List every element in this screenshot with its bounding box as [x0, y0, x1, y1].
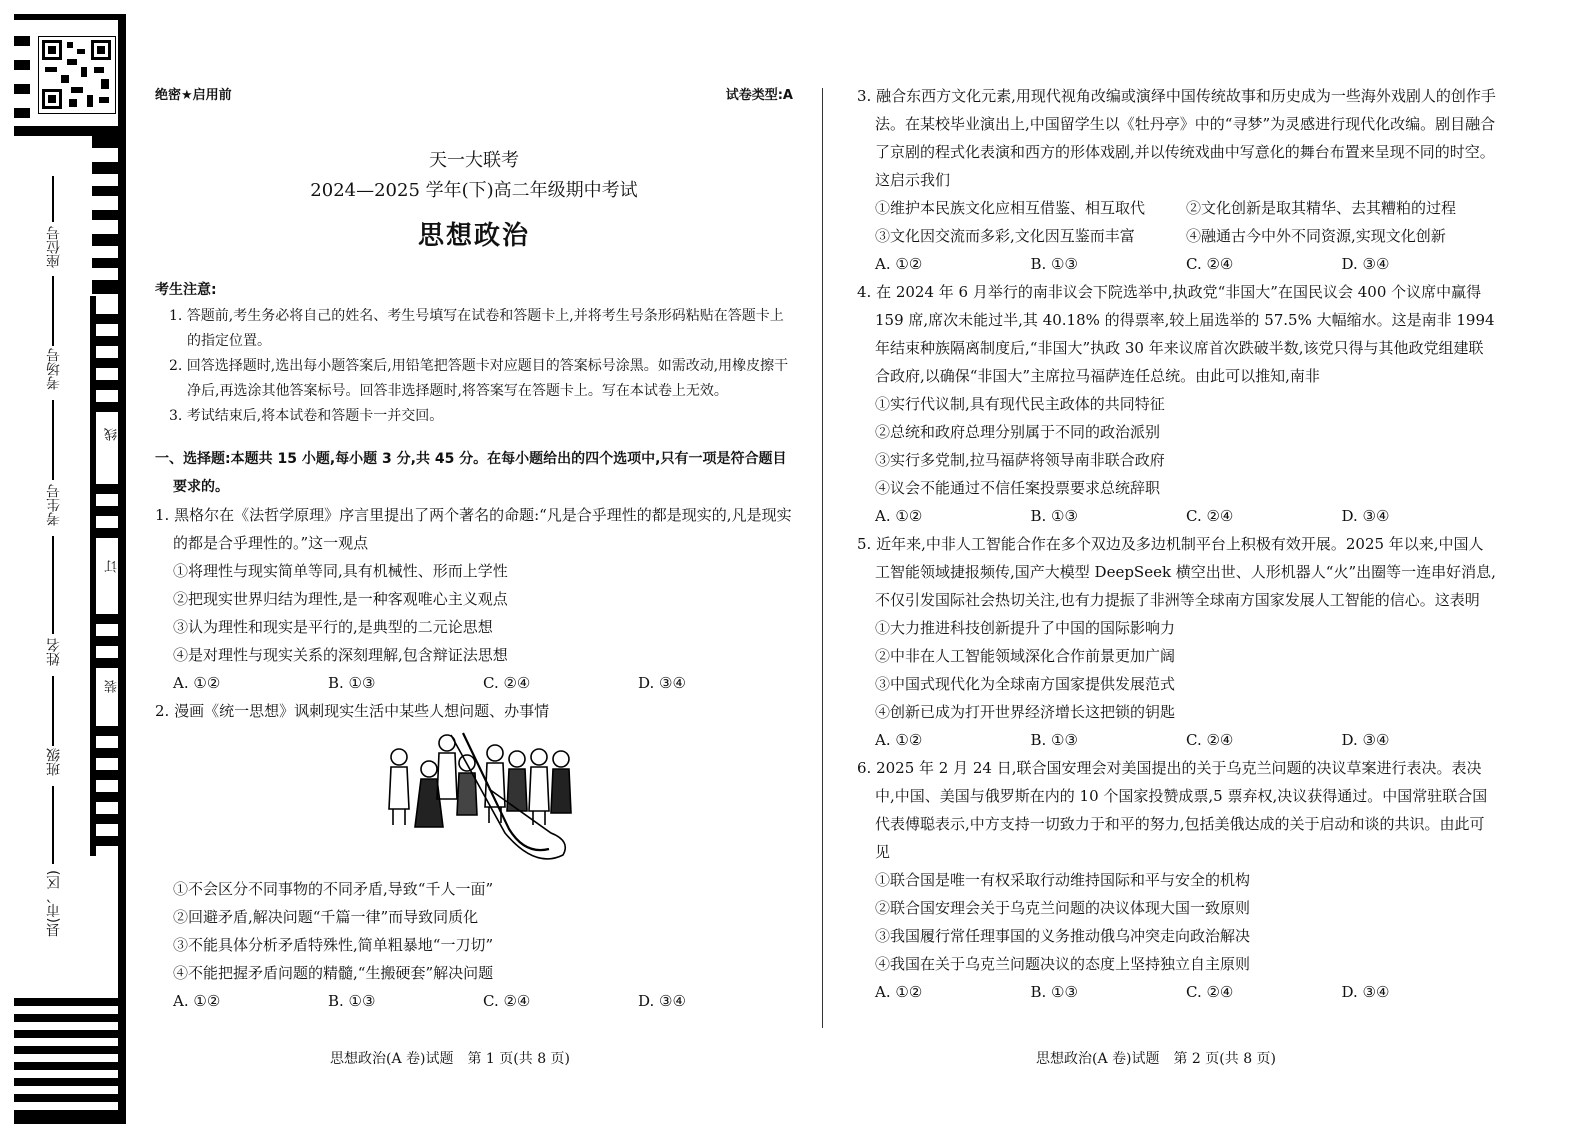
- question-6-option: ③我国履行常任理事国的义务推动俄乌冲突走向政治解决: [875, 927, 1251, 945]
- question-1-choices: [155, 669, 793, 697]
- question-1-option: ④是对理性与现实关系的深刻理解,包含辩证法思想: [173, 646, 508, 664]
- question-3-option: ①维护本民族文化应相互借鉴、相互取代: [875, 199, 1146, 217]
- choice-b: B. ①③: [328, 674, 376, 692]
- choice-b: B. ①③: [1030, 731, 1078, 749]
- choice-a: A. ①②: [875, 983, 923, 1001]
- section-heading: 一、选择题:本题共 15 小题,每小题 3 分,共 45 分。在每小题给出的四个选项中,只有一项是符合题目要求的。: [155, 451, 787, 495]
- question-5-stem: 5. 近年来,中非人工智能合作在多个双边及多边机制平台上积极有效开展。2025 年以来,中国人工智能领域捷报频传,国产大模型 DeepSeek 横空出世、人形机器人“火”出圈等一连串好消息,不仅引发国际社会热切关注,也有力提振了非洲等全球南方国家发展人工智能的信心。这表明: [857, 535, 1496, 609]
- question-3-option: ④融通古今中外不同资源,实现文化创新: [1186, 227, 1446, 245]
- page-header: [155, 82, 793, 110]
- choice-b: B. ①③: [1030, 255, 1078, 273]
- choice-c: C. ②④: [483, 992, 531, 1010]
- choice-c: C. ②④: [1186, 507, 1234, 525]
- question-6-option: ④我国在关于乌克兰问题决议的态度上坚持独立自主原则: [875, 955, 1251, 973]
- question-5-choices: [857, 726, 1497, 754]
- page-footer-right: 思想政治(A 卷)试题 第 2 页(共 8 页): [1036, 1051, 1277, 1067]
- notice-item: 1. 答题前,考生务必将自己的姓名、考生号填写在试卷和答题卡上,并将考生号条形码粘贴在答题卡上的指定位置。: [169, 308, 784, 349]
- question-6-option: ②联合国安理会关于乌克兰问题的决议体现大国一致原则: [875, 899, 1251, 917]
- question-4-option: ①实行代议制,具有现代民主政体的共同特征: [875, 395, 1165, 413]
- choice-d: D. ③④: [638, 992, 686, 1010]
- choice-c: C. ②④: [1186, 731, 1234, 749]
- notice-item: 2. 回答选择题时,选出每小题答案后,用铅笔把答题卡对应题目的答案标号涂黑。如需改动,用橡皮擦干净后,再选涂其他答案标号。回答非选择题时,将答案写在答题卡上。写在本试卷上无效。: [169, 358, 789, 399]
- choice-b: B. ①③: [328, 992, 376, 1010]
- choice-d: D. ③④: [638, 674, 686, 692]
- choice-b: B. ①③: [1030, 983, 1078, 1001]
- choice-d: D. ③④: [1341, 731, 1390, 749]
- question-2-choices: [155, 987, 793, 1015]
- notice-title: 考生注意:: [155, 282, 217, 298]
- binding-mark-order: 订: [105, 560, 120, 573]
- binding-mark-bind: 装: [105, 680, 120, 693]
- question-5-option: ③中国式现代化为全球南方国家提供发展范式: [875, 675, 1176, 693]
- subject-title: 思想政治: [417, 221, 530, 251]
- choice-a: A. ①②: [875, 255, 923, 273]
- question-3-option-row: [857, 222, 1497, 250]
- question-3-stem: 3. 融合东西方文化元素,用现代视角改编或演绎中国传统故事和历史成为一些海外戏剧人的创作手法。在某校毕业演出上,中国留学生以《牡丹亭》中的“寻梦”为灵感进行现代化改编。剧目融合了京剧的程式化表演和西方的形体戏剧,并以传统戏曲中写意化的舞台布置来呈现不同的时空。这启示我们: [857, 87, 1496, 189]
- question-4-option: ④议会不能通过不信任案投票要求总统辞职: [875, 479, 1161, 497]
- county-label: 县(市、区): [46, 870, 62, 937]
- choice-a: A. ①②: [173, 992, 221, 1010]
- question-6-choices: [857, 978, 1497, 1006]
- question-6-stem: 6. 2025 年 2 月 24 日,联合国安理会对美国提出的关于乌克兰问题的决议草案进行表决。表决中,中国、美国与俄罗斯在内的 10 个国家投赞成票,5 票弃权,决议获得通过。中国常驻联合国代表傅聪表示,中方支持一切致力于和平的努力,包括美俄达成的关于启动和谈的共识。由此可见: [857, 759, 1488, 861]
- choice-a: A. ①②: [875, 507, 923, 525]
- choice-d: D. ③④: [1341, 507, 1390, 525]
- exam-organizer: 天一大联考: [429, 150, 519, 171]
- candidate-number-label: 考生号: [46, 484, 62, 526]
- cartoon-illustration: [385, 729, 585, 869]
- confidential-mark: 绝密★启用前: [155, 88, 232, 103]
- page-footer-left: 思想政治(A 卷)试题 第 1 页(共 8 页): [330, 1051, 571, 1067]
- exam-name: 2024—2025 学年(下)高二年级期中考试: [310, 180, 638, 201]
- choice-b: B. ①③: [1030, 507, 1078, 525]
- question-4-option: ③实行多党制,拉马福萨将领导南非联合政府: [875, 451, 1165, 469]
- question-5-option: ①大力推进科技创新提升了中国的国际影响力: [875, 619, 1176, 637]
- seat-number-label: 座位号: [46, 226, 62, 268]
- question-2-stem: 2. 漫画《统一思想》讽刺现实生活中某些人想问题、办事情: [155, 702, 550, 720]
- name-label: 姓名: [46, 638, 62, 666]
- choice-c: C. ②④: [483, 674, 531, 692]
- question-2-option: ②回避矛盾,解决问题“千篇一律”而导致同质化: [173, 908, 479, 926]
- question-1-option: ②把现实世界归结为理性,是一种客观唯心主义观点: [173, 590, 508, 608]
- choice-c: C. ②④: [1186, 255, 1234, 273]
- choice-a: A. ①②: [875, 731, 923, 749]
- question-3-option: ②文化创新是取其精华、去其糟粕的过程: [1186, 199, 1457, 217]
- choice-d: D. ③④: [1341, 255, 1390, 273]
- choice-c: C. ②④: [1186, 983, 1234, 1001]
- left-column: [155, 82, 793, 1015]
- right-column: [857, 82, 1497, 1006]
- binding-mark-line: 线: [105, 428, 120, 441]
- paper-type: 试卷类型:A: [725, 88, 793, 103]
- question-2-option: ①不会区分不同事物的不同矛盾,导致“千人一面”: [173, 880, 494, 898]
- question-6-option: ①联合国是唯一有权采取行动维持国际和平与安全的机构: [875, 871, 1251, 889]
- question-5-option: ④创新已成为打开世界经济增长这把锁的钥匙: [875, 703, 1176, 721]
- class-label: 班级: [46, 748, 62, 776]
- question-4-option: ②总统和政府总理分别属于不同的政治派别: [875, 423, 1161, 441]
- column-divider: [822, 88, 823, 1028]
- exam-room-label: 考场号: [46, 348, 62, 390]
- question-5-option: ②中非在人工智能领域深化合作前景更加广阔: [875, 647, 1176, 665]
- question-2-option: ③不能具体分析矛盾特殊性,简单粗暴地“一刀切”: [173, 936, 494, 954]
- choice-d: D. ③④: [1341, 983, 1390, 1001]
- question-3-choices: [857, 250, 1497, 278]
- question-1-option: ③认为理性和现实是平行的,是典型的二元论思想: [173, 618, 493, 636]
- question-1-stem: 1. 黑格尔在《法哲学原理》序言里提出了两个著名的命题:“凡是合乎理性的都是现实的,凡是现实的都是合乎理性的。”这一观点: [155, 506, 792, 552]
- qr-code: [38, 36, 116, 114]
- question-4-choices: [857, 502, 1497, 530]
- notice-item: 3. 考试结束后,将本试卷和答题卡一并交回。: [169, 408, 444, 424]
- question-2-option: ④不能把握矛盾问题的精髓,“生搬硬套”解决问题: [173, 964, 494, 982]
- question-4-stem: 4. 在 2024 年 6 月举行的南非议会下院选举中,执政党“非国大”在国民议会 400 个议席中赢得 159 席,席次未能过半,其 40.18% 的得票率,较上届选举的 57.5% 大幅缩水。这是南非 1994 年结束种族隔离制度后,“非国大”执政 30 年来议席首次跌破半数,该党只得与其他政党组建联合政府,以确保“非国大”主席拉马福萨连任总统。由此可以推知,南非: [857, 283, 1495, 385]
- question-3-option-row: [857, 194, 1497, 222]
- choice-a: A. ①②: [173, 674, 221, 692]
- question-1-option: ①将理性与现实简单等同,具有机械性、形而上学性: [173, 562, 508, 580]
- question-3-option: ③文化因交流而多彩,文化因互鉴而丰富: [875, 227, 1135, 245]
